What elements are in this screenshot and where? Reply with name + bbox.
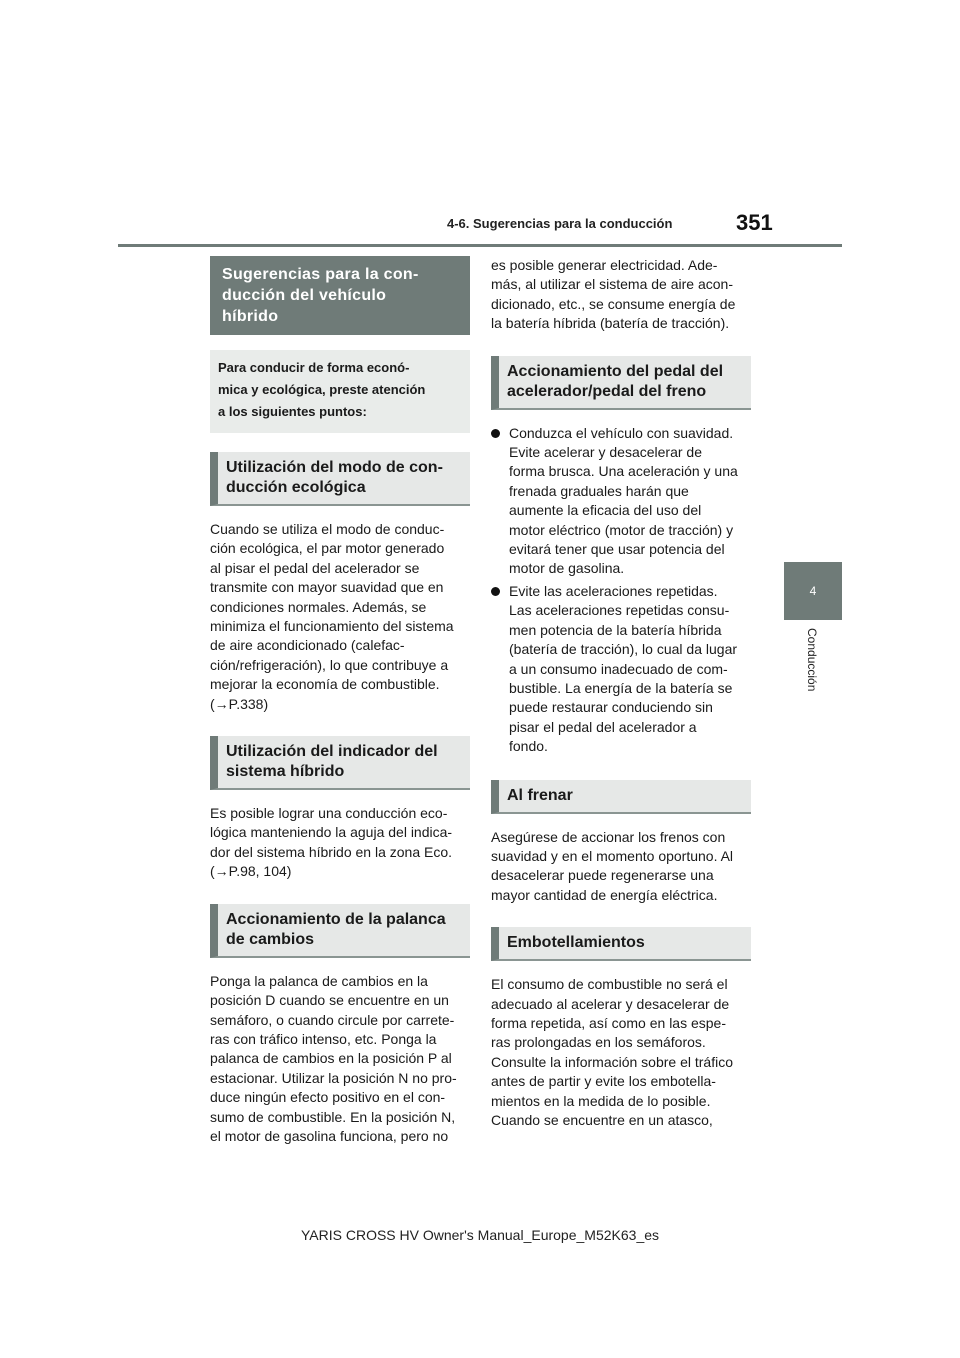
traffic-jam-text: El consumo de combustible no será el adecuado al acelerar y desacelerar de forma repetida, así como en las espe- ras prolongadas en los semáforos. Consulte la información sobre el tráfico antes de partir y evite los embotella- mientos en la medida de lo posible. Cuando se encuentre en un atasco,	[491, 976, 734, 1128]
header-rule	[118, 244, 842, 247]
eco-mode-heading: Utilización del modo de con- ducción ecológica	[210, 452, 470, 506]
intro-box: Para conducir de forma econó- mica y ecológica, preste atención a los siguientes puntos:	[210, 350, 470, 433]
left-column	[210, 256, 470, 1146]
right-column	[491, 256, 751, 1130]
bullet-text: Conduzca el vehículo con suavidad. Evite acelerar y desacelerar de forma brusca. Una aceleración y una frenada graduales harán que aumente la eficacia del uso del motor eléctrico (motor de tracción) y evitará tener que usar potencia del motor de gasolina.	[509, 424, 738, 577]
eco-mode-text: Cuando se utiliza el modo de conduc- ción ecológica, el par motor generado al pisar el pedal del acelerador se transmite con mayor suavidad que en condiciones normales. Además, se minimiza el funcionamiento del sistema de aire acondicionado (calefac- ción/refrigeración), lo que contribuye a mejorar la economía de combustible. (→P.338)	[210, 521, 454, 712]
list-item	[491, 582, 751, 757]
chapter-label-text: Conducción	[805, 628, 819, 692]
hybrid-indicator-heading: Utilización del indicador del sistema híbrido	[210, 736, 470, 790]
page-number: 351	[736, 210, 773, 235]
chapter-tab[interactable]: 4	[784, 562, 842, 620]
hybrid-indicator-text: Es posible lograr una conducción eco- lógica manteniendo la aguja del indica- dor del sistema híbrido en la zona Eco. (→P.98, 104)	[210, 805, 453, 880]
bullet-icon	[491, 587, 500, 596]
traffic-jam-heading: Embotellamientos	[491, 927, 751, 961]
header-section-title: 4-6. Sugerencias para la conducción	[447, 216, 673, 231]
braking-text: Asegúrese de accionar los frenos con suavidad y en el momento oportuno. Al desacelerar puede regenerarse una mayor cantidad de energía eléctrica.	[491, 828, 734, 903]
braking-heading: Al frenar	[491, 780, 751, 814]
bullet-text: Evite las aceleraciones repetidas. Las aceleraciones repetidas consu- men potencia de la batería híbrida (batería de tracción), lo cual da lugar a un consumo inadecuado de com- bustible. La energía de la batería se puede restaurar conduciendo sin pisar el pedal del acelerador a fondo.	[509, 582, 738, 755]
list-item	[491, 424, 751, 579]
shift-lever-text: Ponga la palanca de cambios en la posición D cuando se encuentre en un semáforo, o cuando circule por carrete- ras con tráfico intenso, etc. Ponga la palanca de cambios en la posición P al estacionar. Utilizar la posición N no pro- duce ningún efecto positivo en el con- sumo de combustible. En la posición N, el motor de gasolina funciona, pero no	[210, 972, 457, 1144]
shift-lever-heading: Accionamiento de la palanca de cambios	[210, 904, 470, 958]
footer: YARIS CROSS HV Owner's Manual_Europe_M52K63_es	[300, 1227, 660, 1243]
main-section-title: Sugerencias para la con- ducción del vehículo híbrido	[210, 256, 470, 335]
continuation-text: es posible generar electricidad. Ade- más, al utilizar el sistema de aire acon- dicionado, etc., se consume energía de la batería híbrida (batería de tracción).	[491, 257, 736, 332]
pedal-heading: Accionamiento del pedal del acelerador/pedal del freno	[491, 356, 751, 410]
bullet-icon	[491, 429, 500, 438]
